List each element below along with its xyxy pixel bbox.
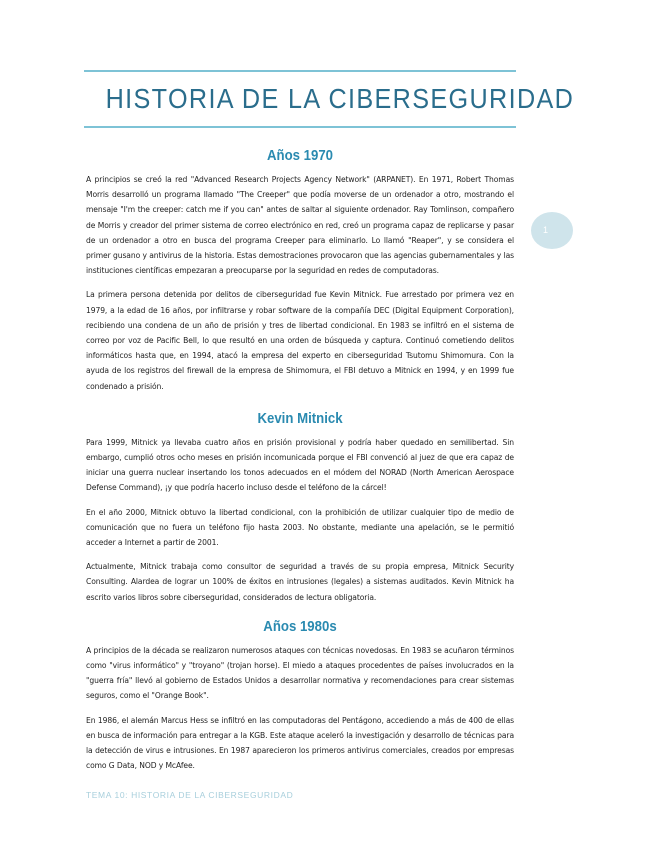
paragraph: Actualmente, Mitnick trabaja como consultor de seguridad a través de su propia empresa, Mitnick Security Consulting. Alardea de lograr un 100% de éxitos en intrusiones (legales) a sistemas auditados. Kevin Mitnick ha escrito varios libros sobre ciberseguridad, considerados de lectura obligatoria. [86,562,514,602]
section-heading-1970: Años 1970 [266,147,334,164]
page-footer: TEMA 10: HISTORIA DE LA CIBERSEGURIDAD [86,790,294,800]
section-heading-kevin-mitnick: Kevin Mitnick [257,409,343,427]
page-number-badge: 1 [531,212,573,249]
section-heading-1980s: Años 1980s [263,617,337,635]
document-body [86,146,514,783]
paragraph: En 1986, el alemán Marcus Hess se infiltró en las computadoras del Pentágono, accediendo a más de 400 de ellas en busca de información para entregar a la KGB. Este ataque aceleró la investigación y desarrollo de técnicas para la detección de virus e intrusiones. En 1987 aparecieron los primeros antivirus comerciales, creados por empresas como G Data, NOD y McAfee. [86,715,514,771]
title-top-rule [84,70,516,72]
paragraph: A principios de la década se realizaron numerosos ataques con técnicas novedosas. En 1983 se acuñaron términos como "virus informático" y "troyano" (trojan horse). El miedo a ataques procedentes de países involucrados en la "guerra fría" llevó al gobierno de Estados Unidos a desarrollar normativa y recomendaciones para crear sistemas seguros, como el "Orange Book". [86,645,514,701]
paragraph: En el año 2000, Mitnick obtuvo la libertad condicional, con la prohibición de utilizar cualquier tipo de medio de comunicación que no fuera un teléfono fijo hasta 2003. No obstante, mediante una apelación, se le permitió acceder a Internet a partir de 2001. [86,507,514,548]
paragraph: A principios se creó la red "Advanced Research Projects Agency Network" (ARPANET). En 1971, Robert Thomas Morris desarrolló un programa llamado "The Creeper" que podía moverse de un ordenador a otro, mostrando el mensaje "I'm the creeper: catch me if you can" antes de saltar al siguiente ordenador. Ray Tomlinson, compañero de Morris y creador del primer sistema de correo electrónico en red, creó un programa capaz de replicarse y pasar de un ordenador a otro en busca del programa Creeper para eliminarlo. Lo llamó "Reaper", y se considera el primer gusano y antivirus de la historia. Estas demostraciones provocaron que las agencias gubernamentales y las instituciones científicas empezaran a preocuparse por la seguridad en redes de computadoras. [86,175,514,276]
paragraph: Para 1999, Mitnick ya llevaba cuatro años en prisión provisional y podría haber quedado en semilibertad. Sin embargo, cumplió otros ocho meses en prisión incomunicada porque el FBI convenció al juez de que era capaz de iniciar una guerra nuclear insertando los tonos adecuados en el módem del NORAD (North American Aerospace Defense Command), ¡y que podría hacerlo incluso desde el teléfono de la cárcel! [86,437,514,493]
title-bottom-rule [84,126,516,128]
paragraph: La primera persona detenida por delitos de ciberseguridad fue Kevin Mitnick. Fue arrestado por primera vez en 1979, a la edad de 16 años, por infiltrarse y robar software de la compañía DEC (Digital Equipment Corporation), recibiendo una condena de un año de prisión y tres de libertad condicional. En 1983 se infiltró en el sistema de correo por voz de Pacific Bell, lo que resultó en una orden de búsqueda y captura. Continuó cometiendo delitos informáticos hasta que, en 1994, atacó la empresa del experto en ciberseguridad Tsutomu Shimomura. Con la ayuda de los registros del firewall de la empresa de Shimomura, el FBI detuvo a Mitnick en 1994, y en 1999 fue condenado a prisión. [86,290,514,391]
document-title: HISTORIA DE LA CIBERSEGURIDAD [105,83,575,114]
